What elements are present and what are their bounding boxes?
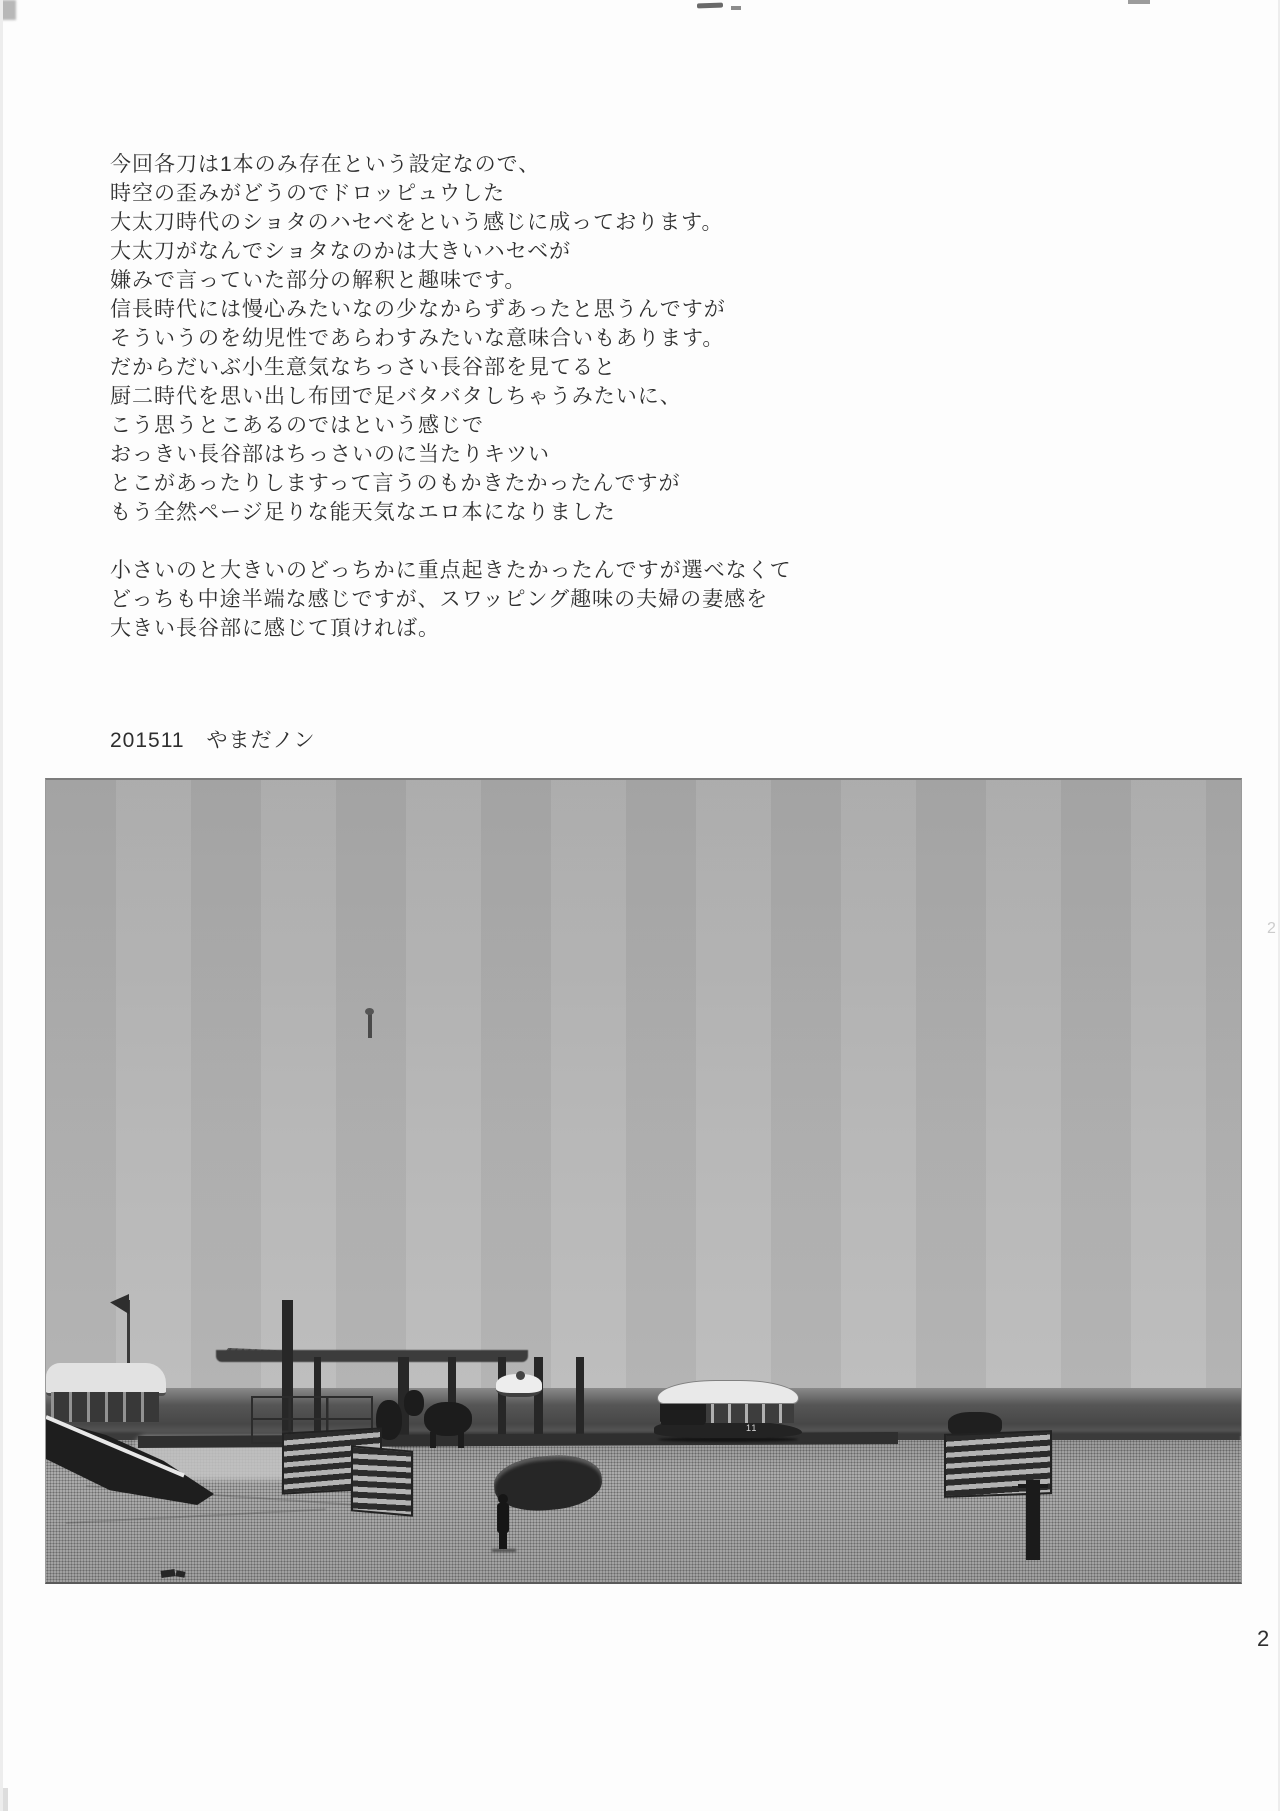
pavilion-post [534,1357,543,1445]
moored-boat-roof [657,1380,799,1404]
pier-figure-silhouette [424,1402,472,1436]
afterword-line: だからだいぶ小生意気なちっさい長谷部を見てると [110,356,616,379]
afterword-line: もう全然ページ足りな能天気なエロ本になりました [110,501,616,524]
afterword-line: 大太刀がなんでショタなのかは大きいハセベが [110,240,572,263]
pier-stair-slats [351,1445,413,1516]
afterword-line: そういうのを幼児性であらわすみたいな意味合いもあります。 [110,327,725,350]
afterword-line: 小さいのと大きいのどっちかに重点起きたかったんですが選べなくて [110,559,792,582]
person-shadow [492,1549,516,1552]
person-legs [499,1532,507,1549]
afterword-line: 時空の歪みがどうのでドロッピュウした [110,182,506,205]
pavilion-post [576,1357,584,1445]
scan-edge-streak [0,0,3,1811]
afterword-line: こう思うとこあるのではという感じで [110,414,484,437]
scan-artifact [1128,0,1150,4]
roof-finial-top [365,1008,374,1015]
afterword-line: どっちも中途半端な感じですが、スワッピング趣味の夫婦の妻感を [110,588,769,611]
photo-sky [46,780,1241,1396]
pavilion-post [498,1357,506,1445]
scan-artifact [731,6,741,10]
beach-debris-mark [176,1570,186,1577]
boat-number-marking: 11 [746,1423,758,1433]
date-and-author-signature: 201511 やまだノン [110,729,316,752]
afterword-line: おっきい長谷部はちっさいのに当たりキツい [110,443,550,466]
moored-boat [654,1380,802,1446]
figure-leg [430,1432,436,1448]
afterword-paragraph-1 [110,150,726,527]
right-mooring-post [1026,1480,1040,1560]
beach-pier-photo [45,778,1242,1584]
left-boat-interior [51,1392,159,1422]
pier-figure-silhouette [404,1390,424,1416]
afterword-line: 大太刀時代のショタのハセベをという感じに成っております。 [110,211,724,234]
afterword-line: 大きい長谷部に感じて頂ければ。 [110,617,440,640]
afterword-line: 厨二時代を思い出し布団で足バタバタしちゃうみたいに、 [110,385,682,408]
roof-eave [216,1350,528,1362]
afterword-line: 今回各刀は1本のみ存在という設定なので、 [110,153,541,176]
small-boat-cabin [516,1371,525,1380]
edge-bleed-page-number: 2 [1267,920,1276,937]
afterword-line: 信長時代には慢心みたいなの少なからずあったと思うんですが [110,298,726,321]
afterword-paragraph-2 [110,556,792,643]
scan-artifact [697,3,723,9]
roof-finial [368,1012,372,1038]
page-number: 2 [1257,1626,1270,1651]
photo-sea-band [46,1388,1241,1436]
afterword-line: とこがあったりしますって言うのもかきたかったんですが [110,472,681,495]
figure-leg [458,1432,464,1448]
afterword-line: 嫌みで言っていた部分の解釈と趣味です。 [110,269,527,292]
person-figure [497,1503,509,1533]
